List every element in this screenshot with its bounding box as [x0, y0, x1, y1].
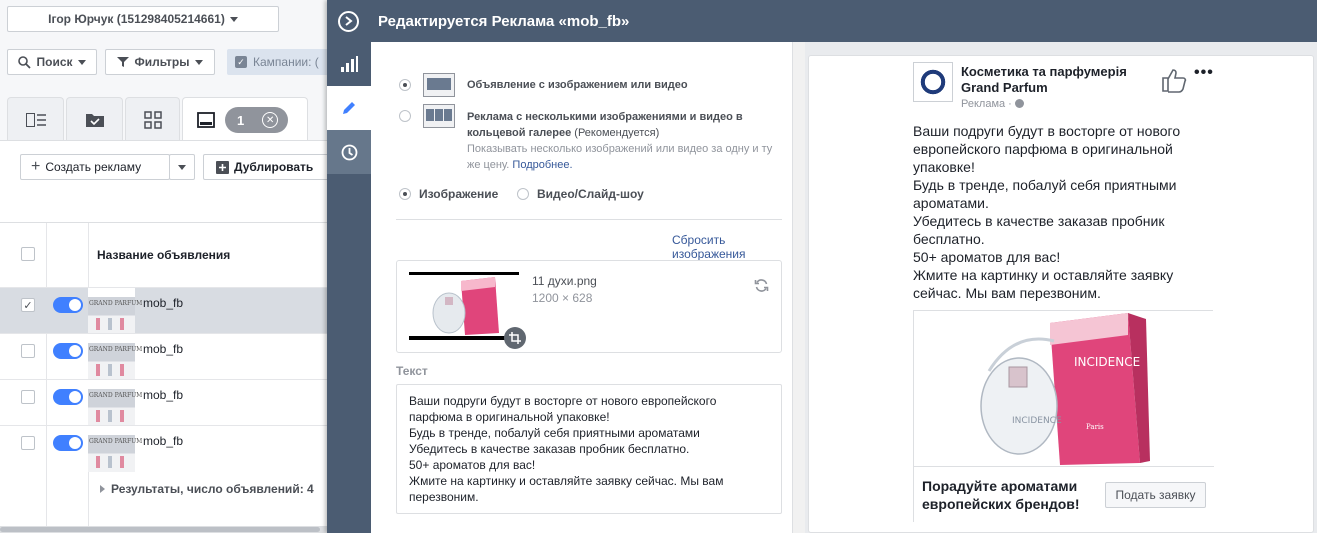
- table-row[interactable]: [0, 379, 330, 425]
- tab-campaigns[interactable]: [66, 97, 123, 141]
- results-label: Результаты, число объявлений: 4: [111, 482, 314, 496]
- media-video-label: Видео/Слайд-шоу: [537, 187, 644, 201]
- ad-thumbnail: GRAND PARFUM: [88, 380, 135, 426]
- ad-image: [914, 311, 1214, 466]
- ad-thumbnail: GRAND PARFUM: [88, 426, 135, 472]
- row-checkbox[interactable]: [21, 390, 35, 404]
- account-label: Ігор Юрчук (151298405214661): [48, 12, 225, 26]
- clock-icon: [341, 144, 358, 161]
- refresh-icon[interactable]: [754, 278, 769, 296]
- ads-table: [0, 222, 330, 533]
- reset-images-link[interactable]: Сбросить изображения: [672, 233, 746, 261]
- globe-icon: [1015, 99, 1024, 108]
- ad-status-toggle[interactable]: [53, 389, 83, 405]
- campaign-icon: ✓: [235, 56, 247, 68]
- plus-icon: +: [31, 158, 41, 175]
- chevron-down-icon: [78, 60, 86, 65]
- campaign-chip-label: Кампании: (: [253, 55, 319, 69]
- results-summary[interactable]: [100, 482, 314, 496]
- ads-toolbar: [0, 140, 330, 222]
- format-carousel-description: Показывать несколько изображений или видео за одну и ту же цену. Подробнее.: [467, 143, 773, 171]
- ad-editor: [371, 42, 805, 533]
- chevron-down-icon: [230, 17, 238, 22]
- table-row[interactable]: [0, 287, 330, 333]
- edit-ad-panel: [327, 0, 1317, 533]
- rail-history[interactable]: [327, 130, 371, 174]
- media-image-radio[interactable]: [399, 188, 411, 200]
- divider: [396, 219, 782, 220]
- column-header-name[interactable]: Название объявления: [97, 248, 231, 262]
- filters-button[interactable]: [105, 49, 215, 75]
- product-label: INCIDENCE: [1012, 416, 1062, 426]
- ad-name[interactable]: mob_fb: [143, 296, 184, 310]
- learn-more-link[interactable]: Подробнее.: [512, 159, 573, 171]
- ad-status-toggle[interactable]: [53, 297, 83, 313]
- search-button[interactable]: [7, 49, 97, 75]
- create-ad-dropdown[interactable]: [169, 154, 195, 180]
- ad-creative-section: [371, 42, 793, 533]
- ads-manager-background: [0, 0, 330, 533]
- ad-icon: [197, 112, 215, 128]
- single-image-icon: [423, 73, 455, 97]
- rail-performance[interactable]: [327, 42, 371, 86]
- crop-icon[interactable]: [504, 327, 526, 349]
- ad-status-toggle[interactable]: [53, 343, 83, 359]
- chart-icon: [340, 56, 358, 72]
- horizontal-scrollbar[interactable]: [0, 526, 330, 533]
- ad-creative[interactable]: [913, 310, 1213, 522]
- page-name[interactable]: Косметика та парфумерія Grand Parfum: [961, 64, 1127, 95]
- selection-count: 1: [237, 112, 245, 128]
- ad-name[interactable]: mob_fb: [143, 342, 184, 356]
- image-thumbnail[interactable]: [409, 272, 519, 340]
- duplicate-icon: [216, 161, 229, 174]
- grid-icon: [144, 111, 162, 129]
- ad-status-toggle[interactable]: [53, 435, 83, 451]
- sponsored-label: Реклама ·: [961, 98, 1024, 110]
- ad-text-input[interactable]: Ваши подруги будут в восторге от нового европейского парфюма в оригинальной упаковке! Будь в тренде, побалуй себя приятными ароматами Убедитесь в качестве заказав пробник бесплатно. 50+ ароматов для вас! Жмите на картинку и оставляйте заявку сейчас. Мы вам перезвоним.: [396, 384, 782, 514]
- expand-icon: [100, 485, 105, 493]
- pencil-icon: [341, 100, 357, 116]
- format-single-label: Объявление с изображением или видео: [467, 79, 688, 91]
- row-checkbox[interactable]: ✓: [21, 298, 35, 312]
- search-label: Поиск: [36, 55, 73, 69]
- duplicate-label: Дублировать: [234, 160, 314, 174]
- editor-scrollbar[interactable]: [793, 42, 805, 533]
- panel-header: [327, 0, 1317, 42]
- cta-bar: [914, 466, 1214, 523]
- ad-name[interactable]: mob_fb: [143, 434, 184, 448]
- text-field-label: Текст: [396, 364, 428, 378]
- image-filename: 11 духи.png: [532, 274, 597, 288]
- submit-request-button[interactable]: Подать заявку: [1105, 482, 1206, 508]
- duplicate-button[interactable]: [203, 154, 343, 180]
- table-row[interactable]: [0, 425, 330, 471]
- post-text: Ваши подруги будут в восторге от нового европейского парфюма в оригинальной упаковке! Будь в тренде, побалуй себя приятными ароматами. Убедитесь в качестве заказав пробник бесплатно. 50+ ароматов для вас! Жмите на картинку и оставляйте заявку сейчас. Мы вам перезвоним.: [913, 123, 1181, 301]
- collapse-panel-icon[interactable]: [338, 11, 359, 32]
- row-checkbox[interactable]: [21, 344, 35, 358]
- like-icon[interactable]: [1161, 68, 1187, 95]
- media-video-radio[interactable]: [517, 188, 529, 200]
- create-ad-label: Создать рекламу: [45, 160, 142, 174]
- filter-icon: [117, 56, 129, 68]
- table-row[interactable]: [0, 333, 330, 379]
- close-icon[interactable]: ✕: [262, 112, 278, 128]
- rail-edit[interactable]: [327, 86, 371, 130]
- account-selector[interactable]: [7, 6, 279, 32]
- more-icon[interactable]: •••: [1194, 64, 1214, 81]
- tab-account-overview[interactable]: [7, 97, 64, 141]
- folder-icon: [86, 112, 104, 127]
- ad-thumbnail: GRAND PARFUM: [88, 334, 135, 380]
- select-all-checkbox[interactable]: [21, 247, 35, 261]
- panel-title: Редактируется Реклама «mob_fb»: [378, 12, 630, 30]
- format-single-radio[interactable]: [399, 79, 411, 91]
- row-checkbox[interactable]: [21, 436, 35, 450]
- ad-name[interactable]: mob_fb: [143, 388, 184, 402]
- product-sub: Paris: [1086, 423, 1104, 431]
- campaign-filter-chip[interactable]: [227, 49, 337, 75]
- selection-count-pill: [225, 107, 288, 133]
- filters-label: Фильтры: [134, 55, 190, 69]
- media-image-label: Изображение: [419, 187, 499, 201]
- format-carousel-radio[interactable]: [399, 110, 411, 122]
- image-dimensions: 1200 × 628: [532, 291, 593, 305]
- page-avatar: [913, 62, 953, 102]
- create-ad-button[interactable]: [20, 154, 170, 180]
- tab-ad-sets[interactable]: [125, 97, 180, 141]
- ad-thumbnail: GRAND PARFUM: [88, 288, 135, 334]
- chevron-down-icon: [195, 60, 203, 65]
- search-icon: [18, 56, 31, 69]
- format-carousel-label: Реклама с несколькими изображениями и видео в кольцевой галерее (Рекомендуется): [467, 111, 743, 139]
- product-label-box: INCIDENCE: [1074, 355, 1141, 369]
- selected-image-card: [396, 260, 782, 353]
- ad-preview-area: [805, 42, 1317, 533]
- carousel-icon: [423, 104, 455, 128]
- overview-icon: [26, 113, 46, 127]
- panel-side-rail: [327, 42, 371, 533]
- chevron-down-icon: [178, 165, 186, 170]
- ad-headline: Порадуйте ароматами европейских брендов!: [922, 478, 1080, 512]
- ad-preview-card: [808, 55, 1314, 533]
